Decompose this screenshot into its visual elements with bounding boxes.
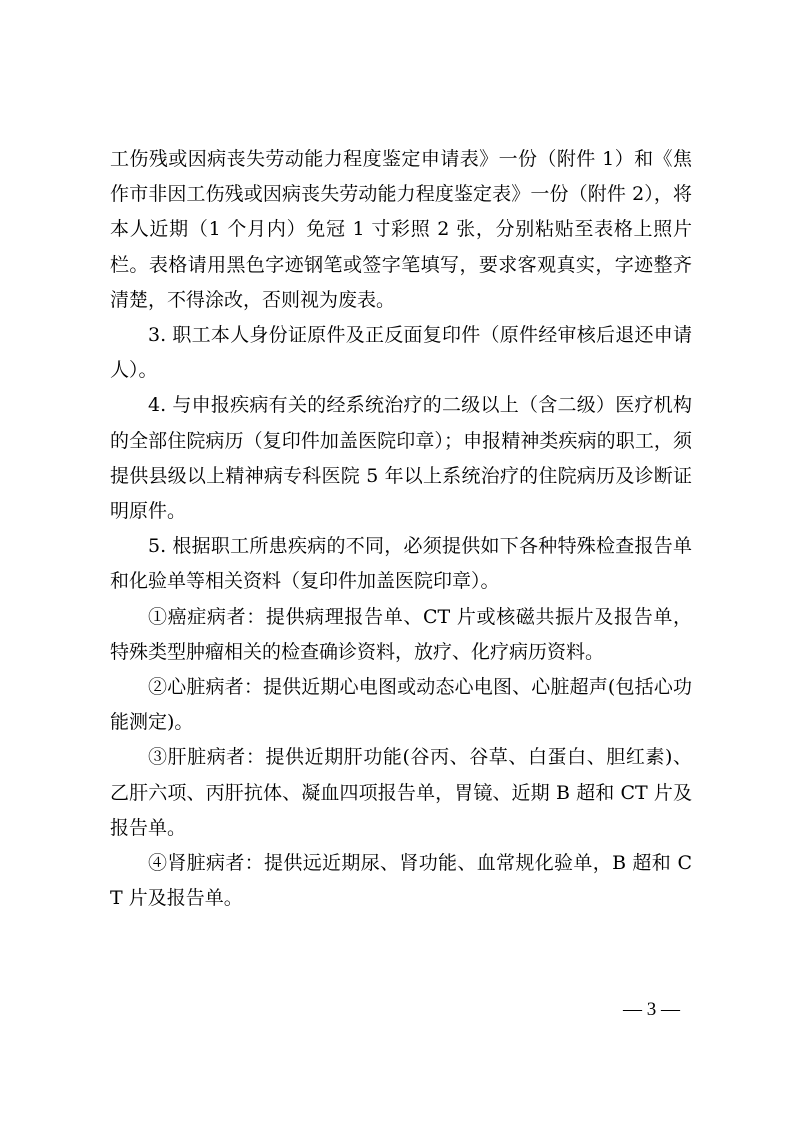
paragraph-kidney: ④肾脏病者：提供远近期尿、肾功能、血常规化验单，B 超和 CT 片及报告单。 bbox=[110, 852, 692, 910]
paragraph-item-3: 3. 职工本人身份证原件及正反面复印件（原件经审核后退还申请人）。 bbox=[110, 324, 692, 382]
body-text bbox=[110, 142, 692, 916]
paragraph-item-4: 4. 与申报疾病有关的经系统治疗的二级以上（含二级）医疗机构的全部住院病历（复印件加盖医院印章）；申报精神类疾病的职工，须提供县级以上精神病专科医院 5 年以上系统治疗的住院病历及诊断证明原件。 bbox=[110, 394, 692, 523]
paragraph-item-5: 5. 根据职工所患疾病的不同，必须提供如下各种特殊检查报告单和化验单等相关资料（复印件加盖医院印章）。 bbox=[110, 535, 692, 593]
paragraph-liver: ③肝脏病者：提供近期肝功能(谷丙、谷草、白蛋白、胆红素)、乙肝六项、丙肝抗体、凝血四项报告单，胃镜、近期 B 超和 CT 片及报告单。 bbox=[110, 746, 692, 839]
page-number: — 3 — bbox=[623, 999, 680, 1020]
paragraph-continuation: 工伤残或因病丧失劳动能力程度鉴定申请表》一份（附件 1）和《焦作市非因工伤残或因病丧失劳动能力程度鉴定表》一份（附件 2），将本人近期（1 个月内）免冠 1 寸彩照 2 张，分别粘贴至表格上照片栏。表格请用黑色字迹钢笔或签字笔填写，要求客观真实，字迹整齐清楚，不得涂改，否则视为废表。 bbox=[110, 148, 692, 311]
paragraph-heart: ②心脏病者：提供近期心电图或动态心电图、心脏超声(包括心功能测定)。 bbox=[110, 676, 692, 734]
paragraph-cancer: ①癌症病者：提供病理报告单、CT 片或核磁共振片及报告单，特殊类型肿瘤相关的检查确诊资料，放疗、化疗病历资料。 bbox=[110, 605, 692, 663]
